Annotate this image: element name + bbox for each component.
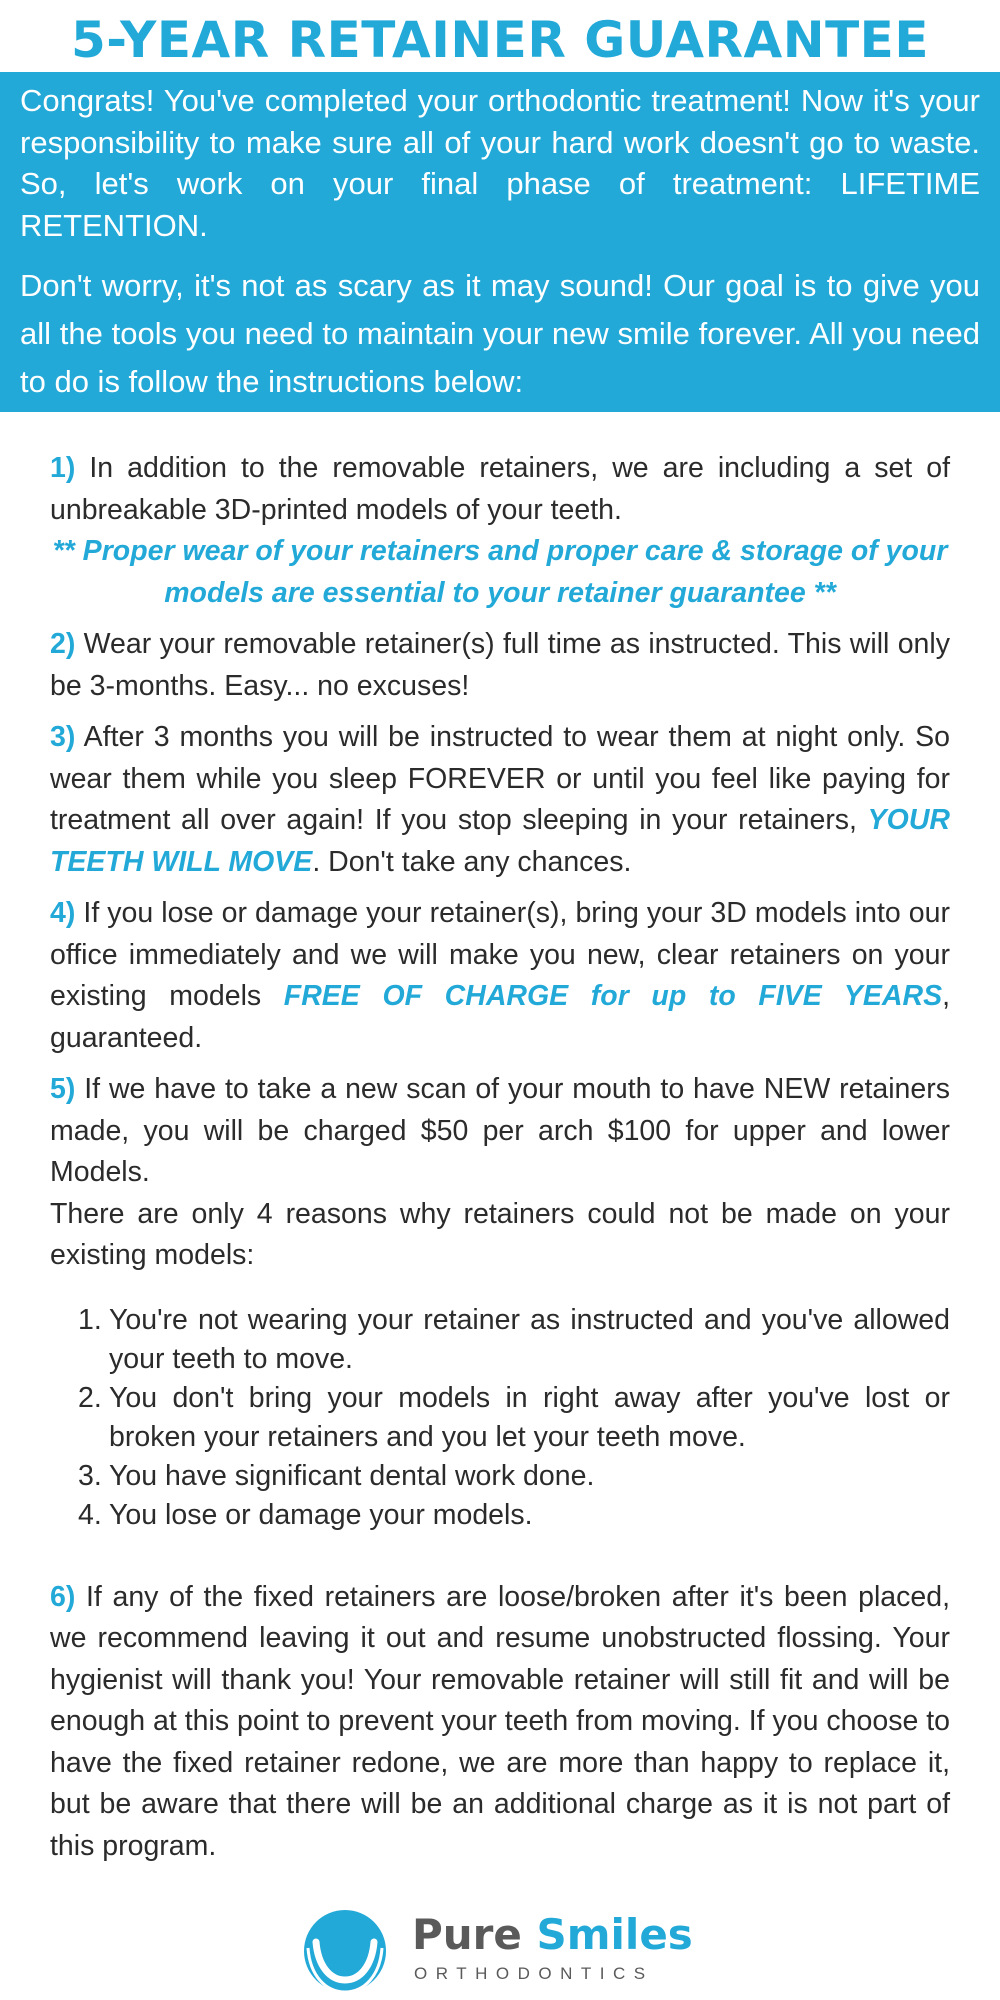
page-title: 5-YEAR RETAINER GUARANTEE [70,11,929,69]
logo-wordmark [412,1912,693,1958]
instructions [50,448,950,1867]
pure-smiles-logo [302,1906,702,1996]
item-number: 2) [50,628,76,660]
item-text: If we have to take a new scan of your mouth to have NEW retainers made, you will be charged $50 per arch $100 for upper and lower Models. [50,1073,950,1188]
logo-subtitle: ORTHODONTICS [414,1964,654,1983]
instruction-6 [50,1577,950,1868]
instruction-4 [50,893,950,1059]
item-text: If any of the fixed retainers are loose/broken after it's been placed, we recommend leaving it out and resume unobstructed flossing. Your hygienist will thank you! Your removable retainer will still fit and will be enough at this point to prevent your teeth from moving. If you choose to have the fixed retainer redone, we are more than happy to replace it, but be aware that there will be an additional charge as it is not part of this program. [50,1580,950,1862]
list-number: 1. [78,1303,102,1336]
instruction-3 [50,717,950,883]
list-item [50,1379,950,1457]
logo-word-smiles: Smiles [536,1910,693,1959]
reasons-intro: There are only 4 reasons why retainers could not be made on your existing models: [50,1197,950,1271]
item-number: 4) [50,897,76,929]
item-text: , guaranteed. [50,980,951,1054]
list-text: You don't bring your models in right away after you've lost or broken your retainers and you let your teeth move. [109,1381,950,1453]
instruction-1 [50,448,950,531]
item-text: After 3 months you will be instructed to wear them at night only. So wear them while you sleep FOREVER or until you feel like paying for treatment all over again! If you stop sleeping in your retainers, [50,721,950,836]
reasons-list [50,1301,950,1535]
item-text: . Don't take any chances. [312,845,632,878]
item-text: If you lose or damage your retainer(s), bring your 3D models into our office immediately and we will make you new, clear retainers on your existing models [50,897,950,1012]
smile-logo-icon [302,1908,388,1994]
guarantee-note: ** Proper wear of your retainers and proper care & storage of your models are essential to your retainer guarantee ** [52,535,948,609]
intro-banner [0,72,1000,412]
list-text: You lose or damage your models. [109,1498,533,1531]
intro-paragraph-2: Don't worry, it's not as scary as it may sound! Our goal is to give you all the tools you need to maintain your new smile forever. All you need to do is follow the instructions below: [20,268,980,399]
list-text: You're not wearing your retainer as instructed and you've allowed your teeth to move. [109,1303,950,1375]
list-item [50,1301,950,1379]
list-number: 2. [78,1381,102,1414]
item-text: In addition to the removable retainers, we are including a set of unbreakable 3D-printed models of your teeth. [50,452,950,526]
item-number: 1) [50,452,76,484]
list-item [50,1496,950,1535]
item-number: 5) [50,1073,76,1105]
list-number: 4. [78,1498,102,1531]
instruction-5 [50,1069,950,1194]
list-text: You have significant dental work done. [109,1459,595,1492]
item-highlight: YOUR TEETH WILL MOVE [50,804,950,878]
intro-paragraph-1: Congrats! You've completed your orthodontic treatment! Now it's your responsibility to make sure all of your hard work doesn't go to waste. So, let's work on your final phase of treatment: LIFETIME RETENTION. [20,83,980,243]
list-number: 3. [78,1459,102,1492]
item-number: 3) [50,721,76,753]
list-item [50,1457,950,1496]
item-text: Wear your removable retainer(s) full time as instructed. This will only be 3-months. Easy... no excuses! [50,628,950,702]
logo-word-pure: Pure [412,1910,522,1959]
item-highlight: FREE OF CHARGE for up to FIVE YEARS [283,980,943,1012]
instruction-2 [50,624,950,707]
item-number: 6) [50,1580,76,1613]
